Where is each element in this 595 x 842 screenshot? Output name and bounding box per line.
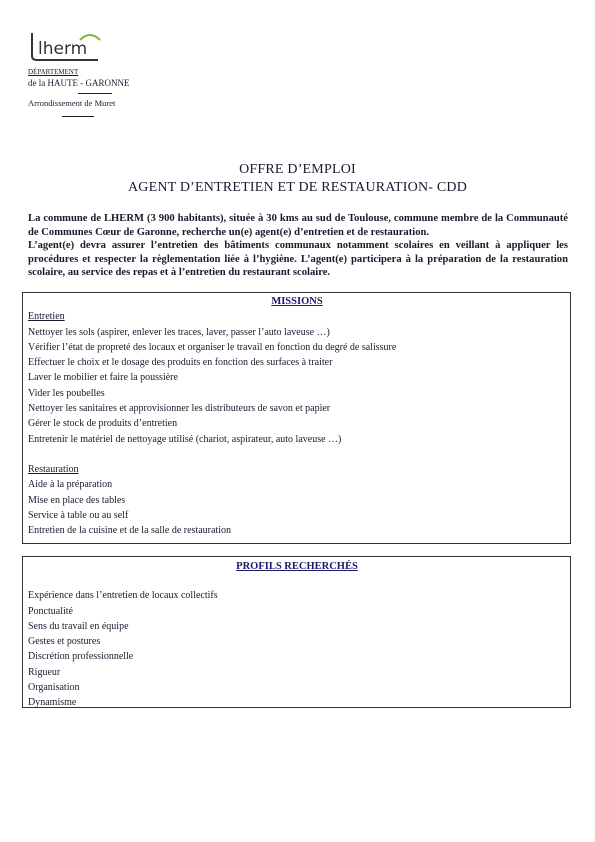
list-item: Aide à la préparation [28, 479, 113, 491]
list-item: Vérifier l’état de propreté des locaux et organiser le travail en fonction du degré de salissure [28, 341, 397, 353]
department-line2: de la HAUTE - GARONNE [28, 78, 130, 88]
list-item: Laver le mobilier et faire la poussière [28, 372, 178, 384]
profils-list [28, 588, 566, 710]
svg-text:lherm: lherm [38, 39, 88, 59]
list-item: Effectuer le choix et le dosage des produits en fonction des surfaces à traiter [28, 357, 333, 369]
divider [78, 93, 112, 94]
list-item: Organisation [28, 682, 80, 694]
department-line1: DÉPARTEMENT [28, 68, 79, 76]
list-item: Rigueur [28, 666, 61, 678]
list-item: Discrétion professionnelle [28, 651, 134, 663]
intro-paragraph: La commune de LHERM (3 900 habitants), située à 30 kms au sud de Toulouse, commune membre de la Communauté de Communes Cœur de Garonne, recherche un(e) agent(e) d’entretien et de restauration. [28, 213, 568, 238]
intro-text [28, 212, 568, 280]
lherm-logo [28, 30, 103, 65]
entretien-list [28, 325, 566, 447]
missions-title: MISSIONS [271, 296, 323, 307]
profils-section [22, 556, 571, 708]
list-item: Entretien de la cuisine et de la salle de restauration [28, 525, 231, 537]
restauration-list [28, 477, 566, 538]
missions-section [22, 292, 571, 544]
list-item: Mise en place des tables [28, 494, 126, 506]
page-title: OFFRE D’EMPLOI [239, 162, 356, 177]
list-item: Nettoyer les sanitaires et approvisionner les distributeurs de savon et papier [28, 403, 331, 415]
list-item: Dynamisme [28, 697, 77, 709]
list-item: Entretenir le matériel de nettoyage utilisé (chariot, aspirateur, auto laveuse …) [28, 433, 342, 445]
intro-paragraph: L’agent(e) devra assurer l’entretien des bâtiments communaux notamment scolaires en veillant à appliquer les procédures et respecter la règlementation liée à l’hygiène. L’agent(e) participera à la préparation de la restauration scolaire, au service des repas et à l’entretien du restaurant scolaire. [28, 240, 568, 278]
page-subtitle: AGENT D’ENTRETIEN ET DE RESTAURATION- CDD [127, 180, 468, 195]
restauration-heading: Restauration [28, 463, 79, 475]
entretien-heading: Entretien [28, 311, 65, 323]
divider [62, 116, 94, 117]
profils-title: PROFILS RECHERCHÉS [236, 561, 358, 572]
list-item: Vider les poubelles [28, 387, 105, 399]
list-item: Expérience dans l’entretien de locaux collectifs [28, 590, 218, 602]
list-item: Gérer le stock de produits d’entretien [28, 418, 178, 430]
list-item: Service à table ou au self [28, 509, 129, 521]
arrondissement: Arrondissement de Muret [28, 98, 116, 108]
list-item: Gestes et postures [28, 636, 101, 648]
list-item: Nettoyer les sols (aspirer, enlever les traces, laver, passer l’auto laveuse …) [28, 326, 330, 338]
list-item: Ponctualité [28, 605, 73, 617]
department-block [28, 67, 129, 88]
list-item: Sens du travail en équipe [28, 620, 129, 632]
